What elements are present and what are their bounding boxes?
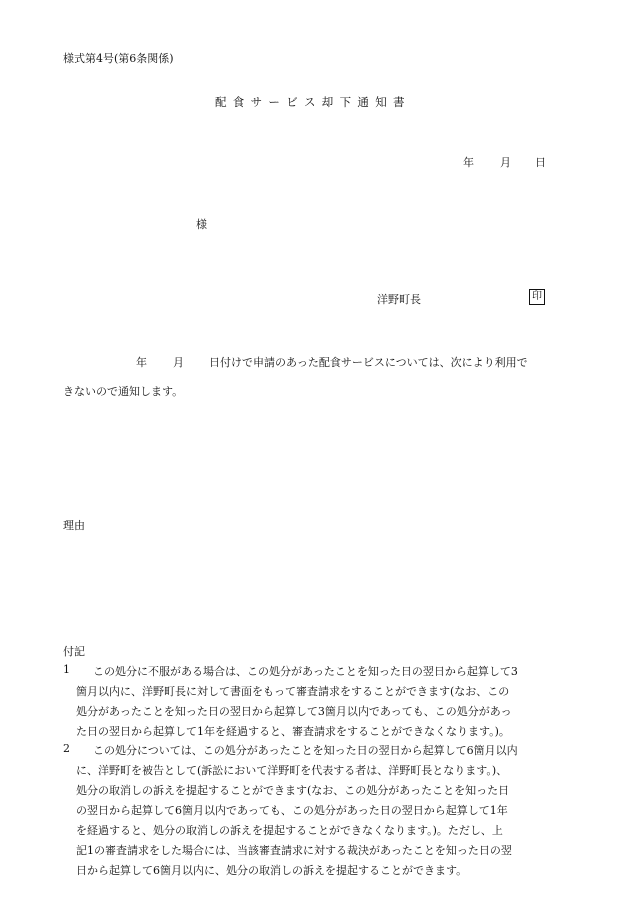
note-number: 2 [63, 742, 70, 755]
body-text-line-1: 日付けで申請のあった配食サービスについては、次により利用で [209, 356, 528, 369]
note-line: 処分の取消しの訴えを提起することができます(なお、この処分があったことを知った日 [76, 784, 510, 797]
note-line: 処分があったことを知った日の翌日から起算して3箇月以内であっても、この処分があっ [76, 705, 512, 718]
date-day-label: 日 [535, 156, 546, 169]
note-line: この処分に不服がある場合は、この処分があったことを知った日の翌日から起算して3 [93, 665, 518, 678]
seal-mark: 印 [529, 289, 545, 305]
reason-label: 理由 [63, 519, 85, 532]
date-month-label: 月 [500, 156, 511, 169]
note-number: 1 [63, 663, 70, 676]
body-year-label: 年 [136, 356, 147, 369]
note-line: 箇月以内に、洋野町長に対して書面をもって審査請求をすることができます(なお、この [76, 685, 510, 698]
date-year-label: 年 [463, 156, 474, 169]
note-line: 日から起算して6箇月以内に、処分の取消しの訴えを提起することができます。 [76, 864, 468, 877]
body-text-line-2: きないので通知します。 [63, 385, 184, 398]
note-line: を経過すると、処分の取消しの訴えを提起することができなくなります。)。ただし、上 [76, 824, 503, 837]
recipient-suffix: 様 [196, 218, 207, 231]
body-month-label: 月 [173, 356, 184, 369]
note-line: 記1の審査請求をした場合には、当該審査請求に対する裁決があったことを知った日の翌 [76, 844, 512, 857]
note-line: の翌日から起算して6箇月以内であっても、この処分があった日の翌日から起算して1年 [76, 804, 508, 817]
note-line: この処分については、この処分があったことを知った日の翌日から起算して6箇月以内 [93, 744, 518, 757]
notes-label: 付記 [63, 645, 85, 658]
form-number-label: 様式第4号(第6条関係) [63, 52, 174, 65]
issuer-name: 洋野町長 [377, 293, 421, 306]
document-title: 配食サービス却下通知書 [215, 95, 411, 109]
note-line: に、洋野町を被告として(訴訟において洋野町を代表する者は、洋野町長となります。)、 [76, 764, 508, 777]
note-line: た日の翌日から起算して1年を経過すると、審査請求をすることができなくなります。)。 [76, 725, 510, 738]
